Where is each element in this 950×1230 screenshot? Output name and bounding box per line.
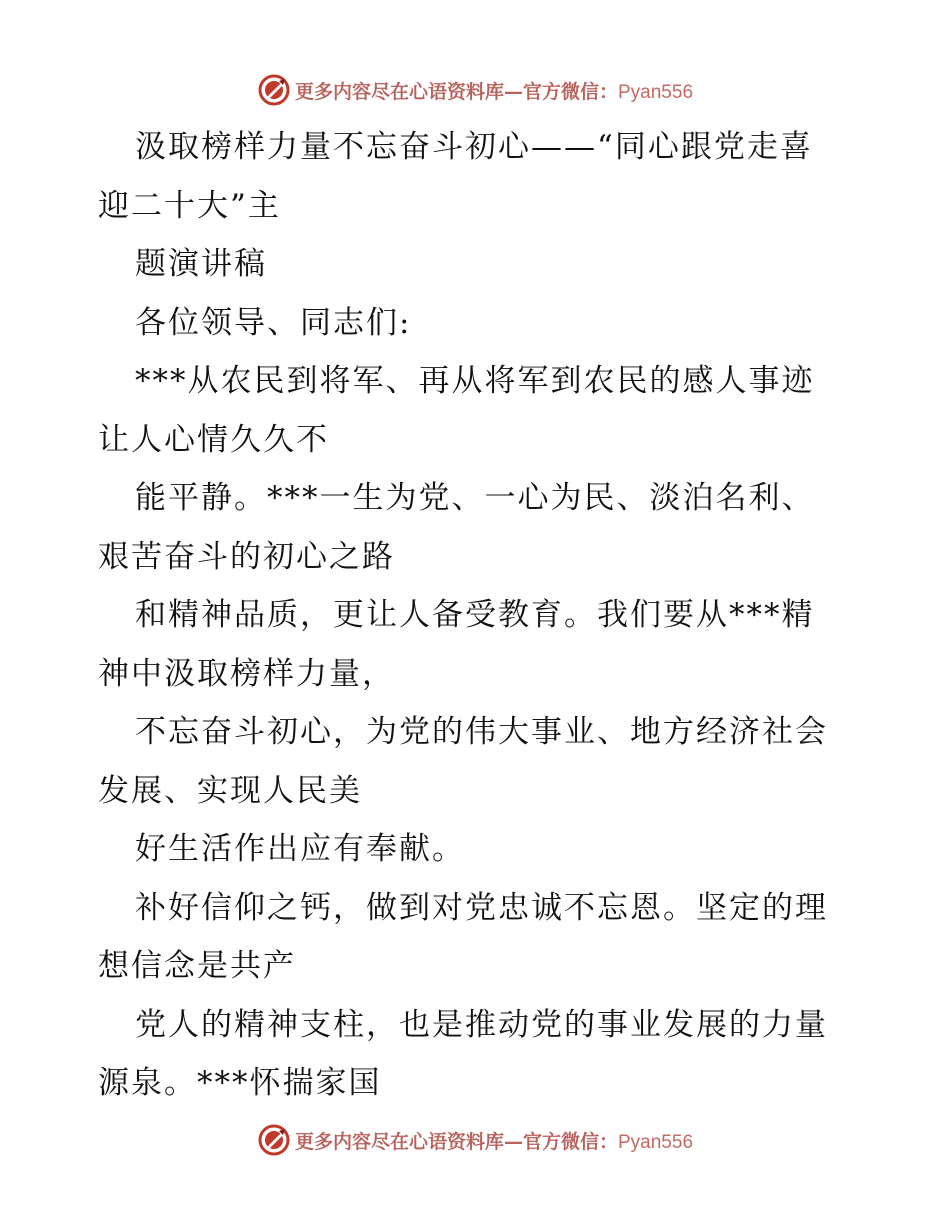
document-line: 汲取榜样力量不忘奋斗初心——“同心跟党走喜 — [135, 129, 813, 165]
document-line: 迎二十大”主 — [98, 187, 281, 224]
document-line: 发展、实现人民美 — [98, 772, 362, 809]
document-line: 源泉。***怀揣家国 — [98, 1065, 382, 1101]
document-line: ***从农民到将军、再从将军到农民的感人事迹 — [135, 363, 815, 399]
document-line: 神中汲取榜样力量， — [98, 655, 395, 692]
watermark-banner-bottom — [0, 1120, 950, 1160]
document-line: 补好信仰之钙，做到对党忠诚不忘恩。坚定的理 — [135, 889, 828, 926]
document-line: 好生活作出应有奉献。 — [135, 831, 465, 867]
pen-logo-icon — [257, 73, 291, 107]
document-body — [98, 118, 858, 1113]
document-line: 各位领导、同志们: — [135, 304, 412, 341]
watermark-text: 更多内容尽在心语资料库—官方微信：Pyan556 — [294, 1130, 694, 1153]
document-line: 党人的精神支柱，也是推动党的事业发展的力量 — [135, 1006, 828, 1043]
document-line: 让人心情久久不 — [98, 421, 329, 458]
watermark-text: 更多内容尽在心语资料库—官方微信：Pyan556 — [294, 80, 694, 103]
document-line: 不忘奋斗初心，为党的伟大事业、地方经济社会 — [135, 714, 828, 750]
document-line: 题演讲稿 — [135, 246, 267, 282]
document-line: 艰苦奋斗的初心之路 — [98, 538, 395, 575]
document-line: 想信念是共产 — [98, 948, 296, 984]
document-line: 和精神品质，更让人备受教育。我们要从***精 — [135, 597, 815, 633]
pen-logo-icon — [257, 1123, 291, 1157]
watermark-banner-top — [0, 70, 950, 110]
document-line: 能平静。***一生为党、一心为民、淡泊名利、 — [135, 480, 815, 516]
